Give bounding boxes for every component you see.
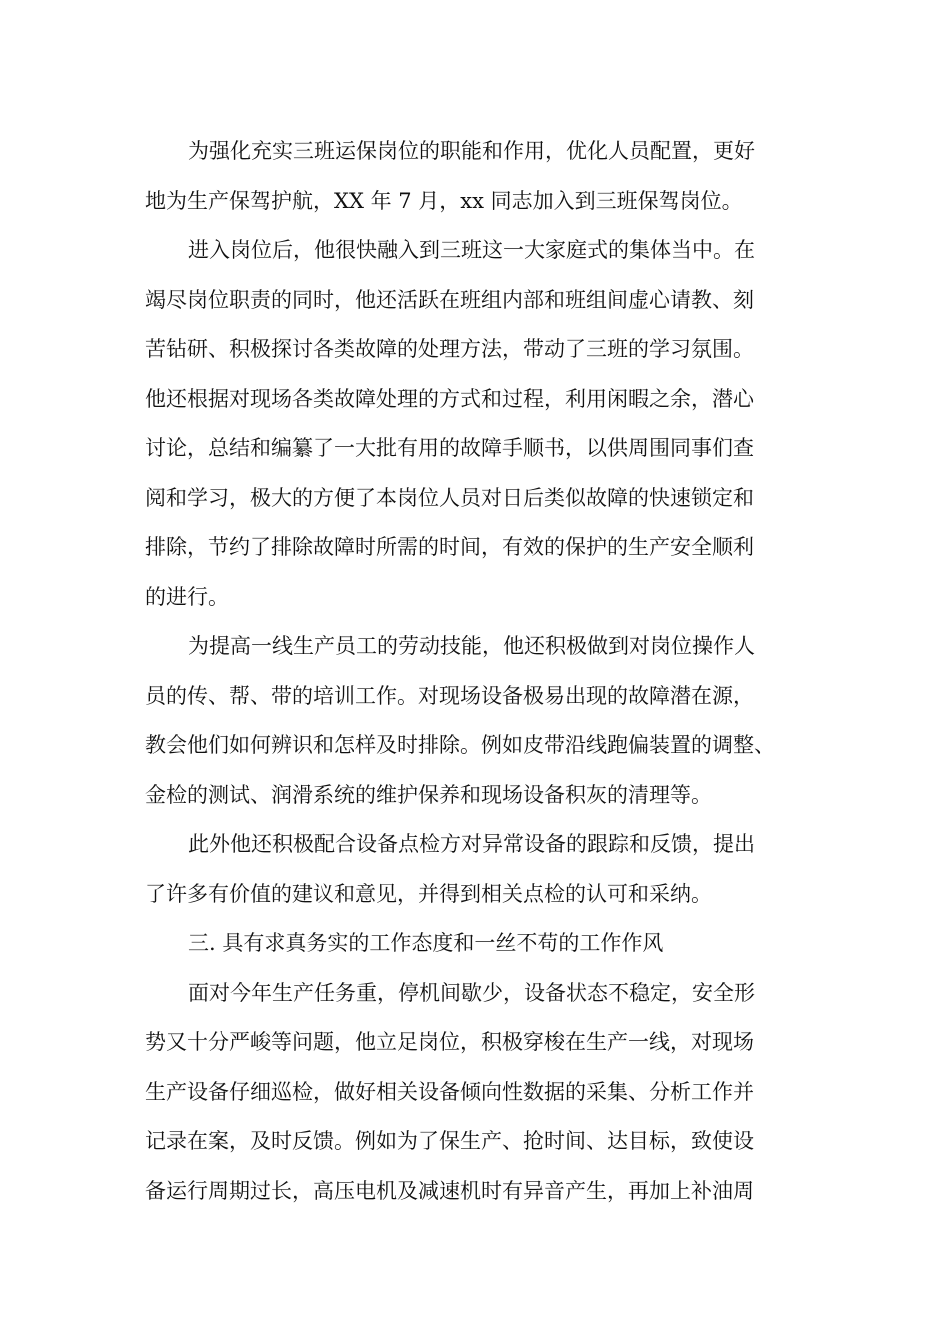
paragraph-line: 地为生产保驾护航，XX 年 7 月，xx 同志加入到三班保驾岗位。 (145, 188, 743, 213)
paragraph-line: 记录在案，及时反馈。例如为了保生产、抢时间、达目标，致使设 (145, 1129, 754, 1153)
paragraph-line: 势又十分严峻等问题，他立足岗位，积极穿梭在生产一线，对现场 (145, 1030, 754, 1054)
paragraph-line: 员的传、帮、带的培训工作。对现场设备极易出现的故障潜在源， (145, 683, 754, 708)
paragraph-line: 阅和学习，极大的方便了本岗位人员对日后类似故障的快速锁定和 (145, 485, 754, 510)
paragraph-line: 生产设备仔细巡检，做好相关设备倾向性数据的采集、分析工作并 (145, 1079, 754, 1104)
paragraph-line: 苦钻研、积极探讨各类故障的处理方法，带动了三班的学习氛围。 (145, 337, 754, 361)
paragraph-line: 金检的测试、润滑系统的维护保养和现场设备积灰的清理等。 (145, 782, 712, 807)
paragraph-line: 他还根据对现场各类故障处理的方式和过程，利用闲暇之余，潜心 (145, 386, 754, 411)
paragraph-line: 了许多有价值的建议和意见，并得到相关点检的认可和采纳。 (145, 881, 712, 906)
paragraph-line: 为强化充实三班运保岗位的职能和作用，优化人员配置，更好 (188, 139, 755, 163)
section-heading: 三. 具有求真务实的工作态度和一丝不苟的工作作风 (188, 931, 664, 955)
document-page (145, 127, 827, 1216)
paragraph-line: 为提高一线生产员工的劳动技能，他还积极做到对岗位操作人 (188, 634, 755, 658)
paragraph-line: 备运行周期过长，高压电机及减速机时有异音产生，再加上补油周 (145, 1178, 754, 1203)
paragraph-line: 此外他还积极配合设备点检方对异常设备的跟踪和反馈，提出 (188, 832, 755, 856)
paragraph-line: 讨论，总结和编纂了一大批有用的故障手顺书，以供周围同事们查 (145, 436, 754, 460)
paragraph-line: 进入岗位后，他很快融入到三班这一大家庭式的集体当中。在 (188, 238, 755, 262)
paragraph-line: 教会他们如何辨识和怎样及时排除。例如皮带沿线跑偏装置的调整、 (145, 733, 775, 757)
paragraph-line: 面对今年生产任务重，停机间歇少，设备状态不稳定，安全形 (188, 980, 755, 1005)
paragraph-line: 的进行。 (145, 584, 229, 609)
paragraph-line: 竭尽岗位职责的同时，他还活跃在班组内部和班组间虚心请教、刻 (145, 287, 754, 312)
paragraph-line: 排除，节约了排除故障时所需的时间，有效的保护的生产安全顺利 (145, 535, 754, 559)
